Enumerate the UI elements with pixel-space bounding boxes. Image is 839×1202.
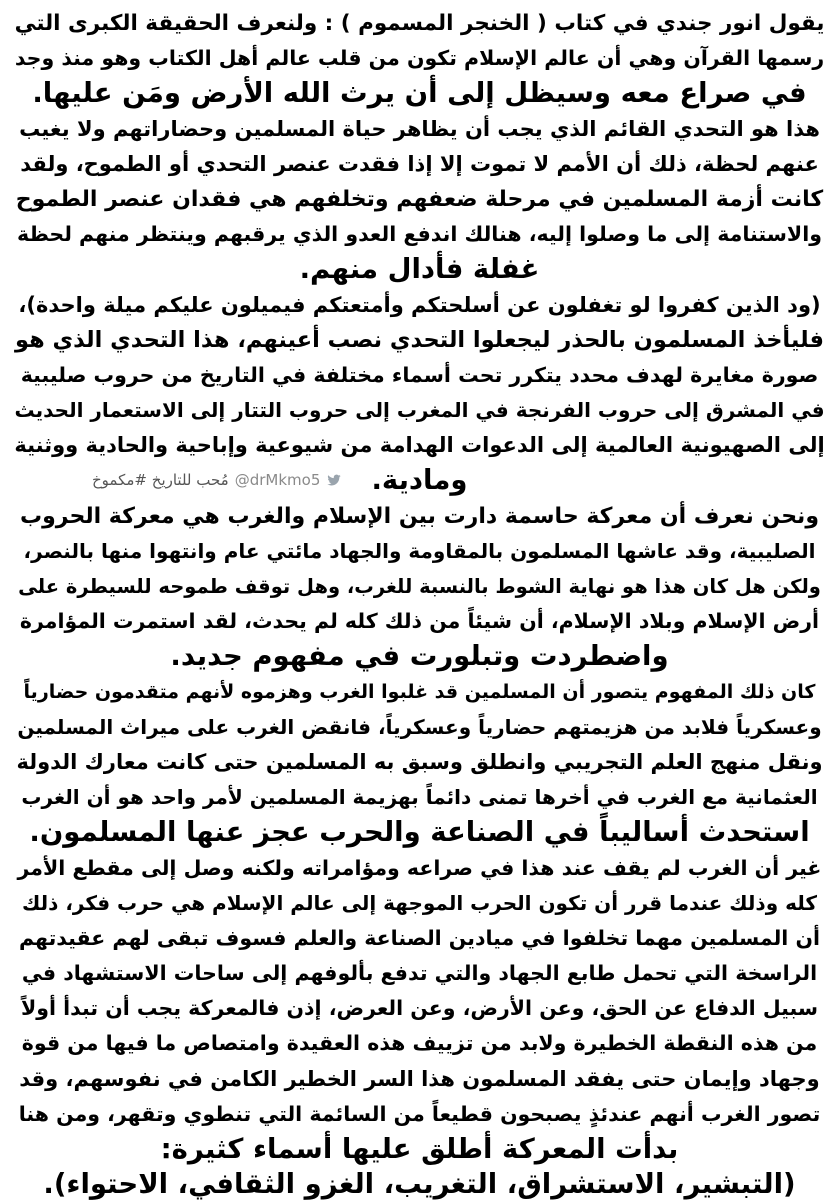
text-line-with-watermark [14, 463, 825, 498]
text-line: في المشرق إلى حروب الفرنجة في المغرب إلى حروب التتار إلى الاستعمار الحديث [14, 393, 825, 428]
text-line: الصليبية، وقد عاشها المسلمون بالمقاومة والجهاد مائتي عام وانتهوا منها بالنصر، [14, 534, 825, 569]
text-line: والاستنامة إلى ما وصلوا إليه، هنالك اندفع العدو الذي يرقبهم وينتظر منهم لحظة [14, 217, 825, 252]
text-line: واضطردت وتبلورت في مفهوم جديد. [14, 639, 825, 674]
text-line: (التبشير، الاستشراق، التغريب، الغزو الثقافي، الاحتواء). [14, 1167, 825, 1202]
text-line: ونقل منهج العلم التجريبي وانطلق وسبق به المسلمين حتى كانت معارك الدولة [14, 745, 825, 780]
twitter-watermark [92, 467, 342, 493]
text-line: ومادية. [371, 464, 467, 496]
text-line: تصور الغرب أنهم عندئذٍ يصبحون قطيعاً من السائمة التي تنطوي وتقهر، ومن هنا [14, 1097, 825, 1132]
paragraph-4 [14, 499, 825, 675]
text-line: ونحن نعرف أن معركة حاسمة دارت بين الإسلام والغرب هي معركة الحروب [14, 499, 825, 534]
paragraph-5 [14, 675, 825, 851]
text-line: إلى الصهيونية العالمية إلى الدعوات الهدامة من شيوعية وإباحية والحادية ووثنية [14, 428, 825, 463]
paragraph-2 [14, 112, 825, 288]
watermark-handle: @drMkmo5 [235, 467, 321, 493]
text-line: كانت أزمة المسلمين في مرحلة ضعفهم وتخلفهم هي فقدان عنصر الطموح [14, 182, 825, 217]
text-line: أن المسلمين مهما تخلفوا في ميادين الصناعة والعلم فسوف تبقى لهم عقيدتهم [14, 921, 825, 956]
text-line: فليأخذ المسلمون بالحذر ليجعلوا التحدي نصب أعينهم، هذا التحدي الذي هو [14, 323, 825, 358]
text-line: سبيل الدفاع عن الحق، وعن الأرض، وعن العرض، إذن فالمعركة يجب أن تبدأ أولاً [14, 991, 825, 1026]
text-line: كان ذلك المفهوم يتصور أن المسلمين قد غلبوا الغرب وهزموه لأنهم متقدمون حضارياً [14, 675, 825, 710]
text-line: استحدث أساليباً في الصناعة والحرب عجز عنها المسلمون. [14, 815, 825, 850]
text-line: ولكن هل كان هذا هو نهاية الشوط بالنسبة للغرب، وهل توقف طموحه للسيطرة على [14, 569, 825, 604]
text-line: أرض الإسلام وبلاد الإسلام، أن شيئاً من ذلك كله لم يحدث، لقد استمرت المؤامرة [14, 604, 825, 639]
twitter-bird-icon [326, 472, 342, 488]
text-line: وجهاد وإيمان حتى يفقد المسلمون هذا السر الخطير الكامن في نفوسهم، وقد [14, 1062, 825, 1097]
text-line: بدأت المعركة أطلق عليها أسماء كثيرة: [14, 1132, 825, 1167]
text-line: كله وذلك عندما قرر أن تكون الحرب الموجهة إلى عالم الإسلام هي حرب فكر، ذلك [14, 886, 825, 921]
text-line: صورة مغايرة لهدف محدد يتكرر تحت أسماء مختلفة في التاريخ من حروب صليبية [14, 358, 825, 393]
text-line: غير أن الغرب لم يقف عند هذا في صراعه ومؤامراته ولكنه وصل إلى مقطع الأمر [14, 851, 825, 886]
text-line: العثمانية مع الغرب في أخرها تمنى دائماً بهزيمة المسلمين لأمر واحد هو أن الغرب [14, 780, 825, 815]
paragraph-6 [14, 851, 825, 1202]
text-line: عنهم لحظة، ذلك أن الأمم لا تموت إلا إذا فقدت عنصر التحدي أو الطموح، ولقد [14, 147, 825, 182]
text-line: هذا هو التحدي القائم الذي يجب أن يظاهر حياة المسلمين وحضاراتهم ولا يغيب [14, 112, 825, 147]
text-line: من هذه النقطة الخطيرة ولابد من تزييف هذه العقيدة وامتصاص ما فيها من قوة [14, 1026, 825, 1061]
text-line: يقول انور جندي في كتاب ( الخنجر المسموم ) : ولنعرف الحقيقة الكبرى التي [14, 6, 825, 41]
text-line: وعسكرياً فلابد من هزيمتهم حضارياً وعسكرياً، فانقض الغرب على ميراث المسلمين [14, 710, 825, 745]
text-line: الراسخة التي تحمل طابع الجهاد والتي تدفع بألوفهم إلى ساحات الاستشهاد في [14, 956, 825, 991]
text-line: غفلة فأدال منهم. [14, 252, 825, 287]
paragraph-1 [14, 6, 825, 112]
watermark-text: مُحب للتاريخ #مكموخ [92, 467, 229, 493]
text-line: (ود الذين كفروا لو تغفلون عن أسلحتكم وأمتعتكم فيميلون عليكم ميلة واحدة)، [14, 288, 825, 323]
text-line: رسمها القرآن وهي أن عالم الإسلام تكون من قلب عالم أهل الكتاب وهو منذ وجد [14, 41, 825, 76]
text-line: في صراع معه وسيظل إلى أن يرث الله الأرض ومَن عليها. [14, 76, 825, 111]
paragraph-3 [14, 288, 825, 499]
